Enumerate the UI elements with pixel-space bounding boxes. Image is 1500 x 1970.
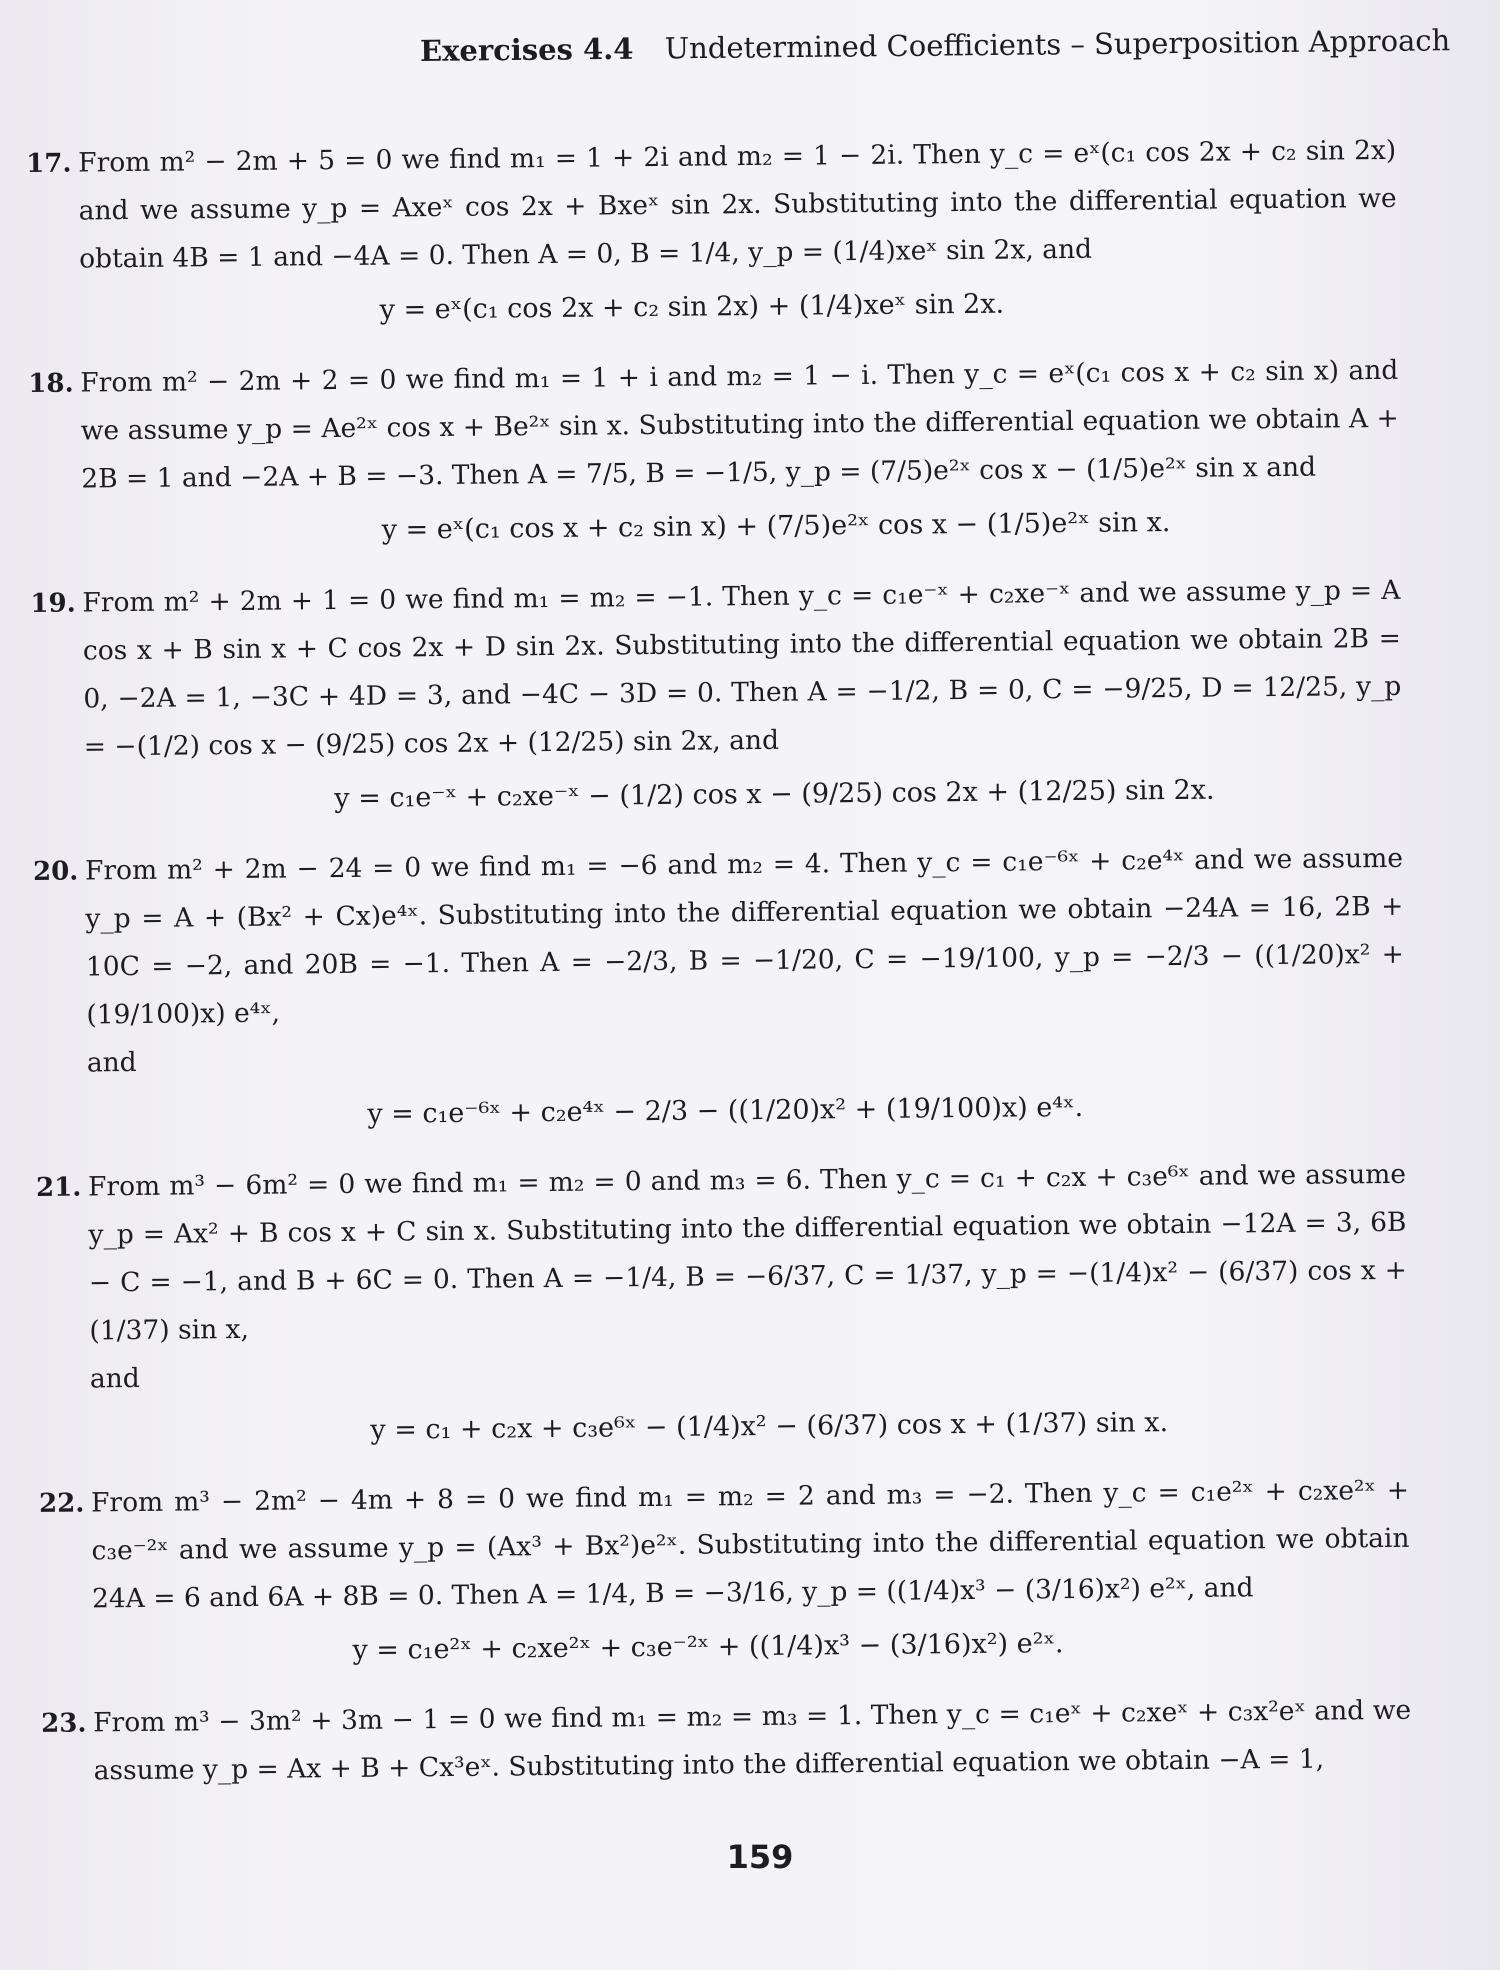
connector-text: and (89, 1362, 140, 1395)
solution-equation: y = c₁e⁻⁶ˣ + c₂e⁴ˣ − 2/3 − ((1/20)x² + (19/100)x) e⁴ˣ. (367, 1091, 1084, 1130)
problem-text: From m² − 2m + 2 = 0 we find m₁ = 1 + i and m₂ = 1 − i. Then y_c = eˣ(c₁ cos x + c₂ sin x) and we assume y_p = Ae²ˣ cos x + Be²ˣ sin x. Substituting into the differential equation we obtain A + 2B = 1 and −2A + B = −3. Then A = 7/5, B = −1/5, y_p = (7/5)e²ˣ cos x − (1/5)e²ˣ sin x and (80, 354, 1399, 495)
problem-text: From m² + 2m − 24 = 0 we find m₁ = −6 and m₂ = 4. Then y_c = c₁e⁻⁶ˣ + c₂e⁴ˣ and we assume y_p = A + (Bx² + Cx)e⁴ˣ. Substituting into the differential equation we obtain −24A = 16, 2B + 10C = −2, and 20B = −1. Then A = −2/3, B = −1/20, C = −19/100, y_p = −2/3 − ((1/20)x² + (19/100)x) e⁴ˣ, (84, 842, 1405, 1031)
problem-number: 20. (32, 856, 79, 887)
section-label: Exercises 4.4 (419, 31, 634, 68)
problem-22 (39, 1467, 1411, 1678)
problem-number: 18. (28, 368, 74, 399)
problem-20 (33, 835, 1406, 1142)
problem-21 (36, 1151, 1409, 1458)
problem-18 (28, 347, 1400, 558)
problem-number: 21. (35, 1172, 82, 1203)
problem-text: From m³ − 3m² + 3m − 1 = 0 we find m₁ = m₂ = m₃ = 1. Then y_c = c₁eˣ + c₂xeˣ + c₃x²eˣ and we assume y_p = Ax + B + Cx³eˣ. Substituting into the differential equation we obtain −A = 1, (93, 1694, 1412, 1787)
problem-19 (30, 567, 1402, 826)
problem-text: From m³ − 2m² − 4m + 8 = 0 we find m₁ = m₂ = 2 and m₃ = −2. Then y_c = c₁e²ˣ + c₂xe²ˣ + c₃e⁻²ˣ and we assume y_p = (Ax³ + Bx²)e²ˣ. Substituting into the differential equation we obtain 24A = 6 and 6A + 8B = 0. Then A = 1/4, B = −3/16, y_p = ((1/4)x³ − (3/16)x²) e²ˣ, and (90, 1474, 1410, 1615)
solution-equation: y = c₁e²ˣ + c₂xe²ˣ + c₃e⁻²ˣ + ((1/4)x³ − (3/16)x²) e²ˣ. (352, 1628, 1064, 1666)
page-number: 159 (726, 1838, 794, 1876)
problem-text: From m³ − 6m² = 0 we find m₁ = m₂ = 0 and m₃ = 6. Then y_c = c₁ + c₂x + c₃e⁶ˣ and we assume y_p = Ax² + B cos x + C sin x. Substituting into the differential equation we obtain −12A = 3, 6B − C = −1, and B + 6C = 0. Then A = −1/4, B = −6/37, C = 1/37, y_p = −(1/4)x² − (6/37) cos x + (1/37) sin x, (87, 1158, 1408, 1347)
problem-number: 23. (41, 1708, 87, 1739)
problem-list (26, 127, 1412, 1818)
solution-equation: y = c₁ + c₂x + c₃e⁶ˣ − (1/4)x² − (6/37) cos x + (1/37) sin x. (370, 1407, 1169, 1446)
problem-text: From m² − 2m + 5 = 0 we find m₁ = 1 + 2i and m₂ = 1 − 2i. Then y_c = eˣ(c₁ cos 2x + c₂ sin 2x) and we assume y_p = Axeˣ cos 2x + Bxeˣ sin 2x. Substituting into the differential equation we obtain 4B = 1 and −4A = 0. Then A = 0, B = 1/4, y_p = (1/4)xeˣ sin 2x, and (78, 134, 1397, 275)
problem-number: 19. (30, 588, 76, 619)
problem-17 (26, 127, 1398, 338)
problem-text: From m² + 2m + 1 = 0 we find m₁ = m₂ = −1. Then y_c = c₁e⁻ˣ + c₂xe⁻ˣ and we assume y_p = A cos x + B sin x + C cos 2x + D sin 2x. Substituting into the differential equation we obtain 2B = 0, −2A = 1, −3C + 4D = 3, and −4C − 3D = 0. Then A = −1/2, B = 0, C = −9/25, D = 12/25, y_p = −(1/2) cos x − (9/25) cos 2x + (12/25) sin 2x, and (82, 574, 1402, 763)
connector-text: and (86, 1046, 137, 1079)
solution-equation: y = eˣ(c₁ cos x + c₂ sin x) + (7/5)e²ˣ cos x − (1/5)e²ˣ sin x. (381, 507, 1171, 546)
problem-23 (41, 1687, 1412, 1796)
solution-equation: y = c₁e⁻ˣ + c₂xe⁻ˣ − (1/2) cos x − (9/25) cos 2x + (12/25) sin 2x. (334, 774, 1215, 815)
problem-number: 22. (38, 1488, 85, 1519)
page-header (419, 23, 1451, 68)
problem-number: 17. (26, 148, 72, 179)
solution-equation: y = eˣ(c₁ cos 2x + c₂ sin 2x) + (1/4)xeˣ sin 2x. (379, 288, 1005, 326)
section-title: Undetermined Coefficients – Superposition Approach (664, 23, 1451, 66)
